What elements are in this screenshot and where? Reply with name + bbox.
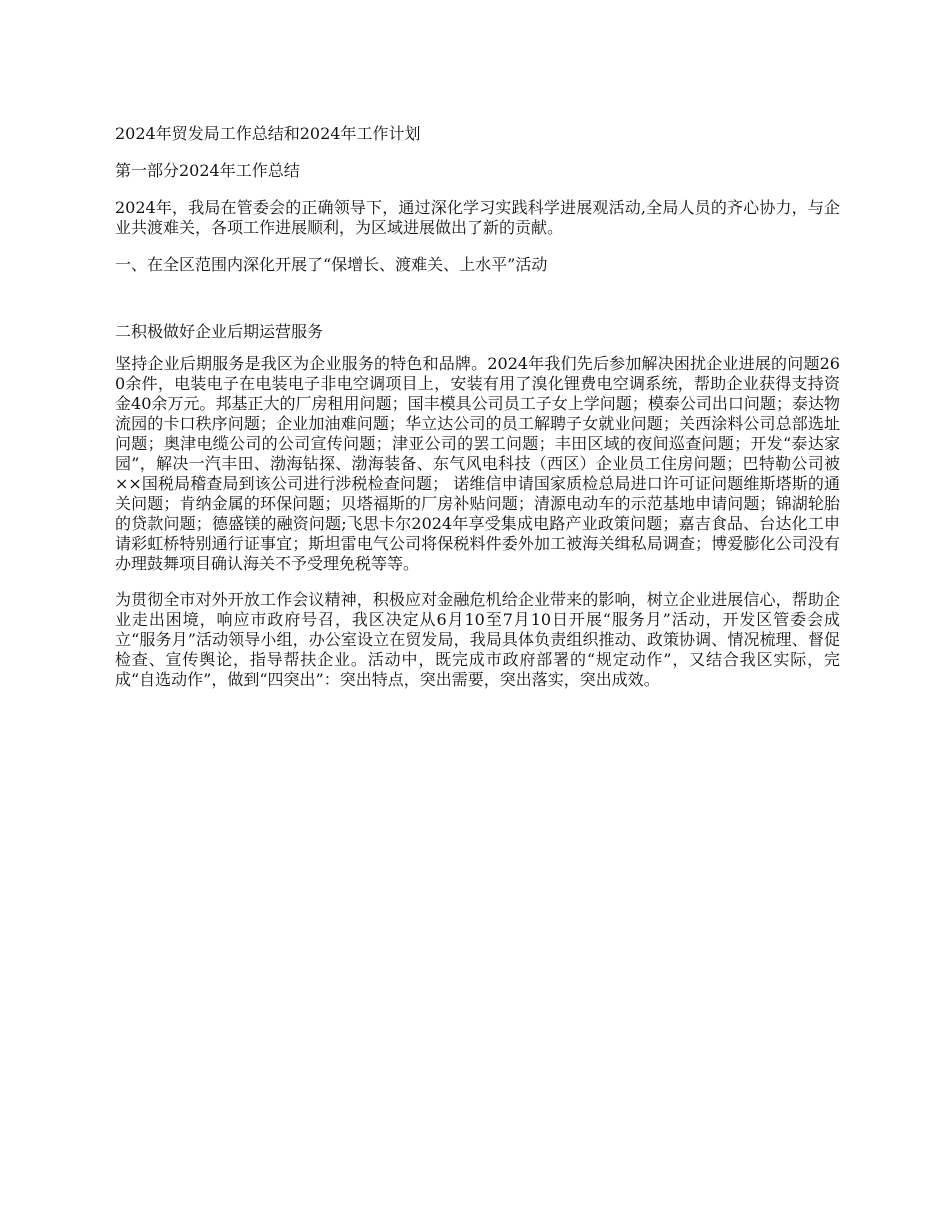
section-1-heading: 一、在全区范围内深化开展了“保增长、渡难关、上水平”活动 xyxy=(115,255,548,274)
document-page xyxy=(115,124,840,690)
document-title: 2024年贸发局工作总结和2024年工作计划 xyxy=(115,124,421,143)
body-paragraph-2: 为贯彻全市对外开放工作会议精神，积极应对金融危机给企业带来的影响，树立企业进展信心，帮助企业走出困境，响应市政府号召，我区决定从6月10至7月10日开展“服务月”活动，开发区管委会成立“服务月”活动领导小组，办公室设立在贸发局，我局具体负责组织推动、政策协调、情况梳理、督促检查、宣传舆论，指导帮扶企业。活动中，既完成市政府部署的“规定动作”，又结合我区实际，完成“自选动作”，做到“四突出”：突出特点，突出需要，突出落实，突出成效。 xyxy=(115,590,840,689)
section-2-heading: 二积极做好企业后期运营服务 xyxy=(115,322,324,341)
intro-paragraph: 2024年，我局在管委会的正确领导下，通过深化学习实践科学进展观活动,全局人员的齐心协力，与企业共渡难关，各项工作进展顺利，为区域进展做出了新的贡献。 xyxy=(115,198,840,237)
part-heading: 第一部分2024年工作总结 xyxy=(115,161,300,180)
body-paragraph-1: 坚持企业后期服务是我区为企业服务的特色和品牌。2024年我们先后参加解决困扰企业进展的问题260余件，电装电子在电装电子非电空调项目上，安装有用了溴化锂费电空调系统，帮助企业获得支持资金40余万元。邦基正大的厂房租用问题；国丰模具公司员工子女上学问题；模泰公司出口问题；泰达物流园的卡口秩序问题；企业加油难问题；华立达公司的员工解聘子女就业问题；关西涂料公司总部选址问题；奥津电缆公司的公司宣传问题；津亚公司的罢工问题；丰田区域的夜间巡查问题；开发“泰达家园”，解决一汽丰田、渤海钻探、渤海装备、东气风电科技（西区）企业员工住房问题；巴特勒公司被××国税局稽查局到该公司进行涉税检查问题； 诺维信申请国家质检总局进口许可证问题维斯塔斯的通关问题；肯纳金属的环保问题；贝塔福斯的厂房补贴问题；清源电动车的示范基地申请问题；锦湖轮胎的贷款问题；德盛镁的融资问题;飞思卡尔2024年享受集成电路产业政策问题；嘉吉食品、台达化工申请彩虹桥特别通行证事宜；斯坦雷电气公司将保税料件委外加工被海关缉私局调查；博爱膨化公司没有办理鼓舞项目确认海关不予受理免税等等。 xyxy=(115,354,840,573)
